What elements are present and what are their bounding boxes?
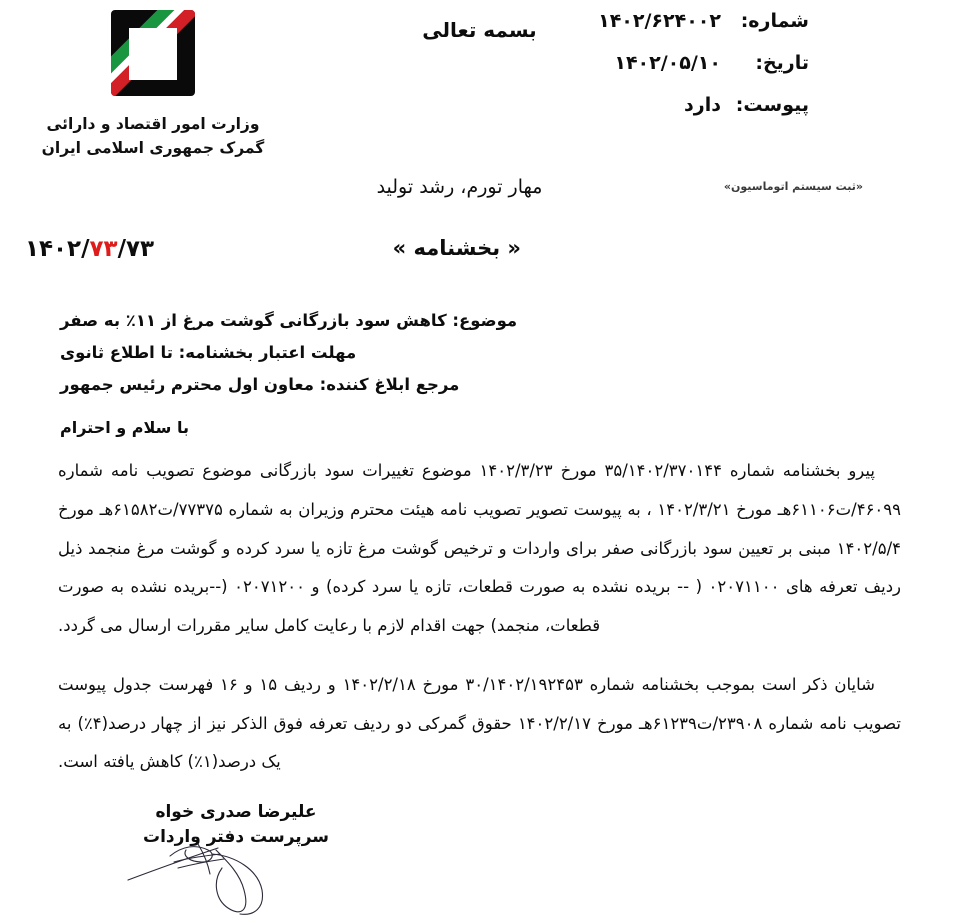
circular-number-suffix: /۷۳ (117, 236, 155, 262)
circular-number-prefix: ۱۴۰۲/ (24, 236, 90, 262)
document-meta-block (598, 10, 959, 136)
circular-number (0, 236, 179, 262)
signatory-title: سرپرست دفتر واردات (143, 826, 329, 847)
meta-label-number: شماره: (740, 10, 809, 32)
issuing-authority-line: مرجع ابلاغ کننده: معاون اول محترم رئیس جمهور (60, 375, 460, 395)
basmala-heading: بسمه تعالی (422, 18, 537, 42)
subject-line: موضوع: کاهش سود بازرگانی گوشت مرغ از ۱۱٪ به صفر (60, 311, 518, 330)
meta-value-attachment: دارد (684, 94, 721, 116)
meta-label-attachment: پیوست: (735, 94, 809, 116)
circular-title: « بخشنامه » (392, 236, 521, 260)
organisation-logo-block (18, 4, 288, 160)
org-name-line-2: گمرک جمهوری اسلامی ایران (41, 139, 265, 158)
iran-customs-logo-icon (101, 4, 205, 104)
body-paragraph-1: پیرو بخشنامه شماره ۳۵/۱۴۰۲/۳۷۰۱۴۴ مورخ ۱۴۰۲/۳/۲۳ موضوع تغییرات سود بازرگانی موضوع تصویب نامه شماره ۴۶۰۹۹/ت۶۱۱۰۶هـ مورخ ۱۴۰۲/۳/۲۱ ، به پیوست تصویر تصویب نامه هیئت محترم وزیران به شماره ۷۷۳۷۵/ت۶۱۵۸۲هـ مورخ ۱۴۰۲/۵/۴ مبنی بر تعیین سود بازرگانی صفر برای واردات و ترخیص گوشت مرغ تازه یا سرد کرده و گوشت مرغ منجمد ذیل ردیف تعرفه های ۰۲۰۷۱۱۰۰ ( -- بریده نشده به صورت قطعات، تازه یا سرد کرده) و ۰۲۰۷۱۲۰۰ (--بریده نشده به صورت قطعات، منجمد) جهت اقدام لازم با رعایت کامل سایر مقررات ارسال می گردد. (58, 461, 902, 636)
meta-value-date: ۱۴۰۲/۰۵/۱۰ (614, 52, 721, 74)
meta-row-attachment (660, 94, 959, 116)
body-paragraph-2: شایان ذکر است بموجب بخشنامه شماره ۳۰/۱۴۰۲/۱۹۲۴۵۳ مورخ ۱۴۰۲/۲/۱۸ و ردیف ۱۵ و ۱۶ فهرست جدول پیوست تصویب نامه شماره ۲۳۹۰۸/ت۶۱۲۳۹هـ مورخ ۱۴۰۲/۲/۱۷ حقوق گمرکی دو ردیف تعرفه فوق الذکر نیز از چهار درصد(۴٪) به یک درصد(۱٪) کاهش یافته است. (58, 674, 901, 772)
circular-heading-row (0, 236, 959, 272)
meta-row-date (614, 52, 959, 74)
automation-system-note: «ثبت سیستم اتوماسیون» (723, 180, 863, 193)
circular-number-highlight: ۷۳ (89, 236, 118, 262)
paragraph-spacer (58, 652, 901, 666)
org-name-line-1: وزارت امور اقتصاد و دارائی (46, 115, 260, 133)
validity-line: مهلت اعتبار بخشنامه: تا اطلاع ثانوی (60, 343, 357, 363)
signatory-name: علیرضا صدری خواه (155, 802, 317, 822)
meta-label-date: تاریخ: (755, 52, 809, 74)
meta-value-number: ۱۴۰۲/۶۲۴۰۰۲ (598, 10, 721, 32)
subject-block (40, 305, 919, 402)
meta-row-number (598, 10, 959, 32)
handwritten-signature-icon (112, 838, 382, 916)
greeting-text: با سلام و احترام (60, 418, 189, 437)
document-body (58, 452, 901, 788)
year-slogan: مهار تورم، رشد تولید (376, 176, 543, 198)
